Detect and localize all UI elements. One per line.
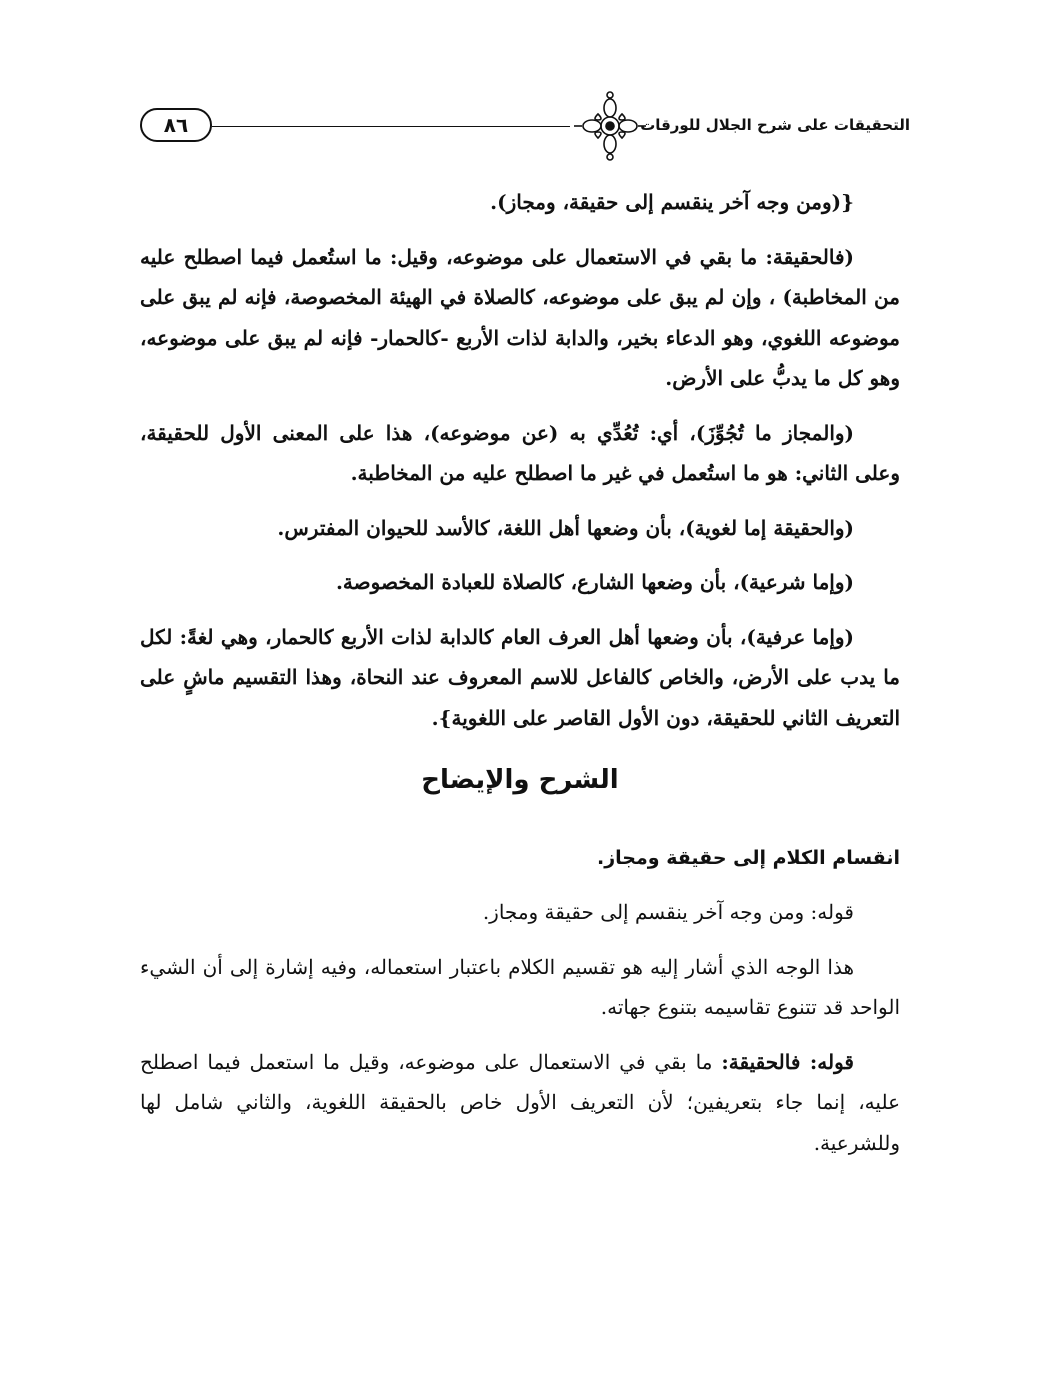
running-title: التحقيقات على شرح الجلال للورقات [640,116,910,134]
matn-paragraph-6: (وإما عرفية)، بأن وضعها أهل العرف العام كالدابة لذات الأربع كالحمار، وهي لغةً: لكل ما يدب على الأرض، والخاص كالفاعل للاسم المعروف عند النحاة، وهذا التقسيم ماشٍ على التعريف الثاني للحقيقة، دون الأول القاصر على اللغوية}. [140,624,900,730]
header-rule [212,126,570,127]
sharh-paragraph-3 [140,1042,900,1164]
matn-paragraph-1: {(ومن وجه آخر ينقسم إلى حقيقة، ومجاز). [490,190,854,214]
matn-paragraph-3: (والمجاز ما تُجُوِّزَ)، أي: تُعُدِّي به (عن موضوعه)، هذا على المعنى الأول للحقيقة، وعلى الثاني: هو ما استُعمل في غير ما اصطلح عليه من المخاطبة. [140,420,900,485]
matn-paragraph-5: (وإما شرعية)، بأن وضعها الشارع، كالصلاة للعبادة المخصوصة. [335,570,854,594]
sharh-paragraph-3-text: ما بقي في الاستعمال على موضوعه، وقيل ما استعمل فيما اصطلح عليه، إنما جاء بتعريفين؛ لأن التعريف الأول خاص بالحقيقة اللغوية، والثاني شامل لها وللشرعية. [140,1049,900,1155]
sharh-paragraph-2: هذا الوجه الذي أشار إليه هو تقسيم الكلام باعتبار استعماله، وفيه إشارة إلى أن الشيء الواحد قد تتنوع تقاسيمه بتنوع جهاته. [140,954,900,1019]
page-number: ٨٦ [140,108,212,142]
section-heading: الشرح والإيضاح [421,765,619,795]
floral-ornament-icon [570,90,650,162]
page-body [140,182,900,1163]
matn-paragraph-2: (فالحقيقة: ما بقي في الاستعمال على موضوعه، وقيل: ما استُعمل فيما اصطلح عليه من المخاطبة) ، وإن لم يبق على موضوعه، كالصلاة في الهيئة المخصوصة، فإنه لم يبق على موضوعه اللغوي، وهو الدعاء بخير، والدابة لذات الأربع -كالحمار- فإنه لم يبق على موضوعه، وهو كل ما يدبُّ على الأرض. [140,244,900,390]
running-header [140,88,910,166]
sharh-paragraph-1: قوله: ومن وجه آخر ينقسم إلى حقيقة ومجاز. [482,900,854,924]
matn-paragraph-4: (والحقيقة إما لغوية)، بأن وضعها أهل اللغة، كالأسد للحيوان المفترس. [277,515,854,540]
sub-heading: انقسام الكلام إلى حقيقة ومجاز. [597,847,900,869]
sharh-paragraph-3-lead: قوله: فالحقيقة: [721,1049,854,1074]
